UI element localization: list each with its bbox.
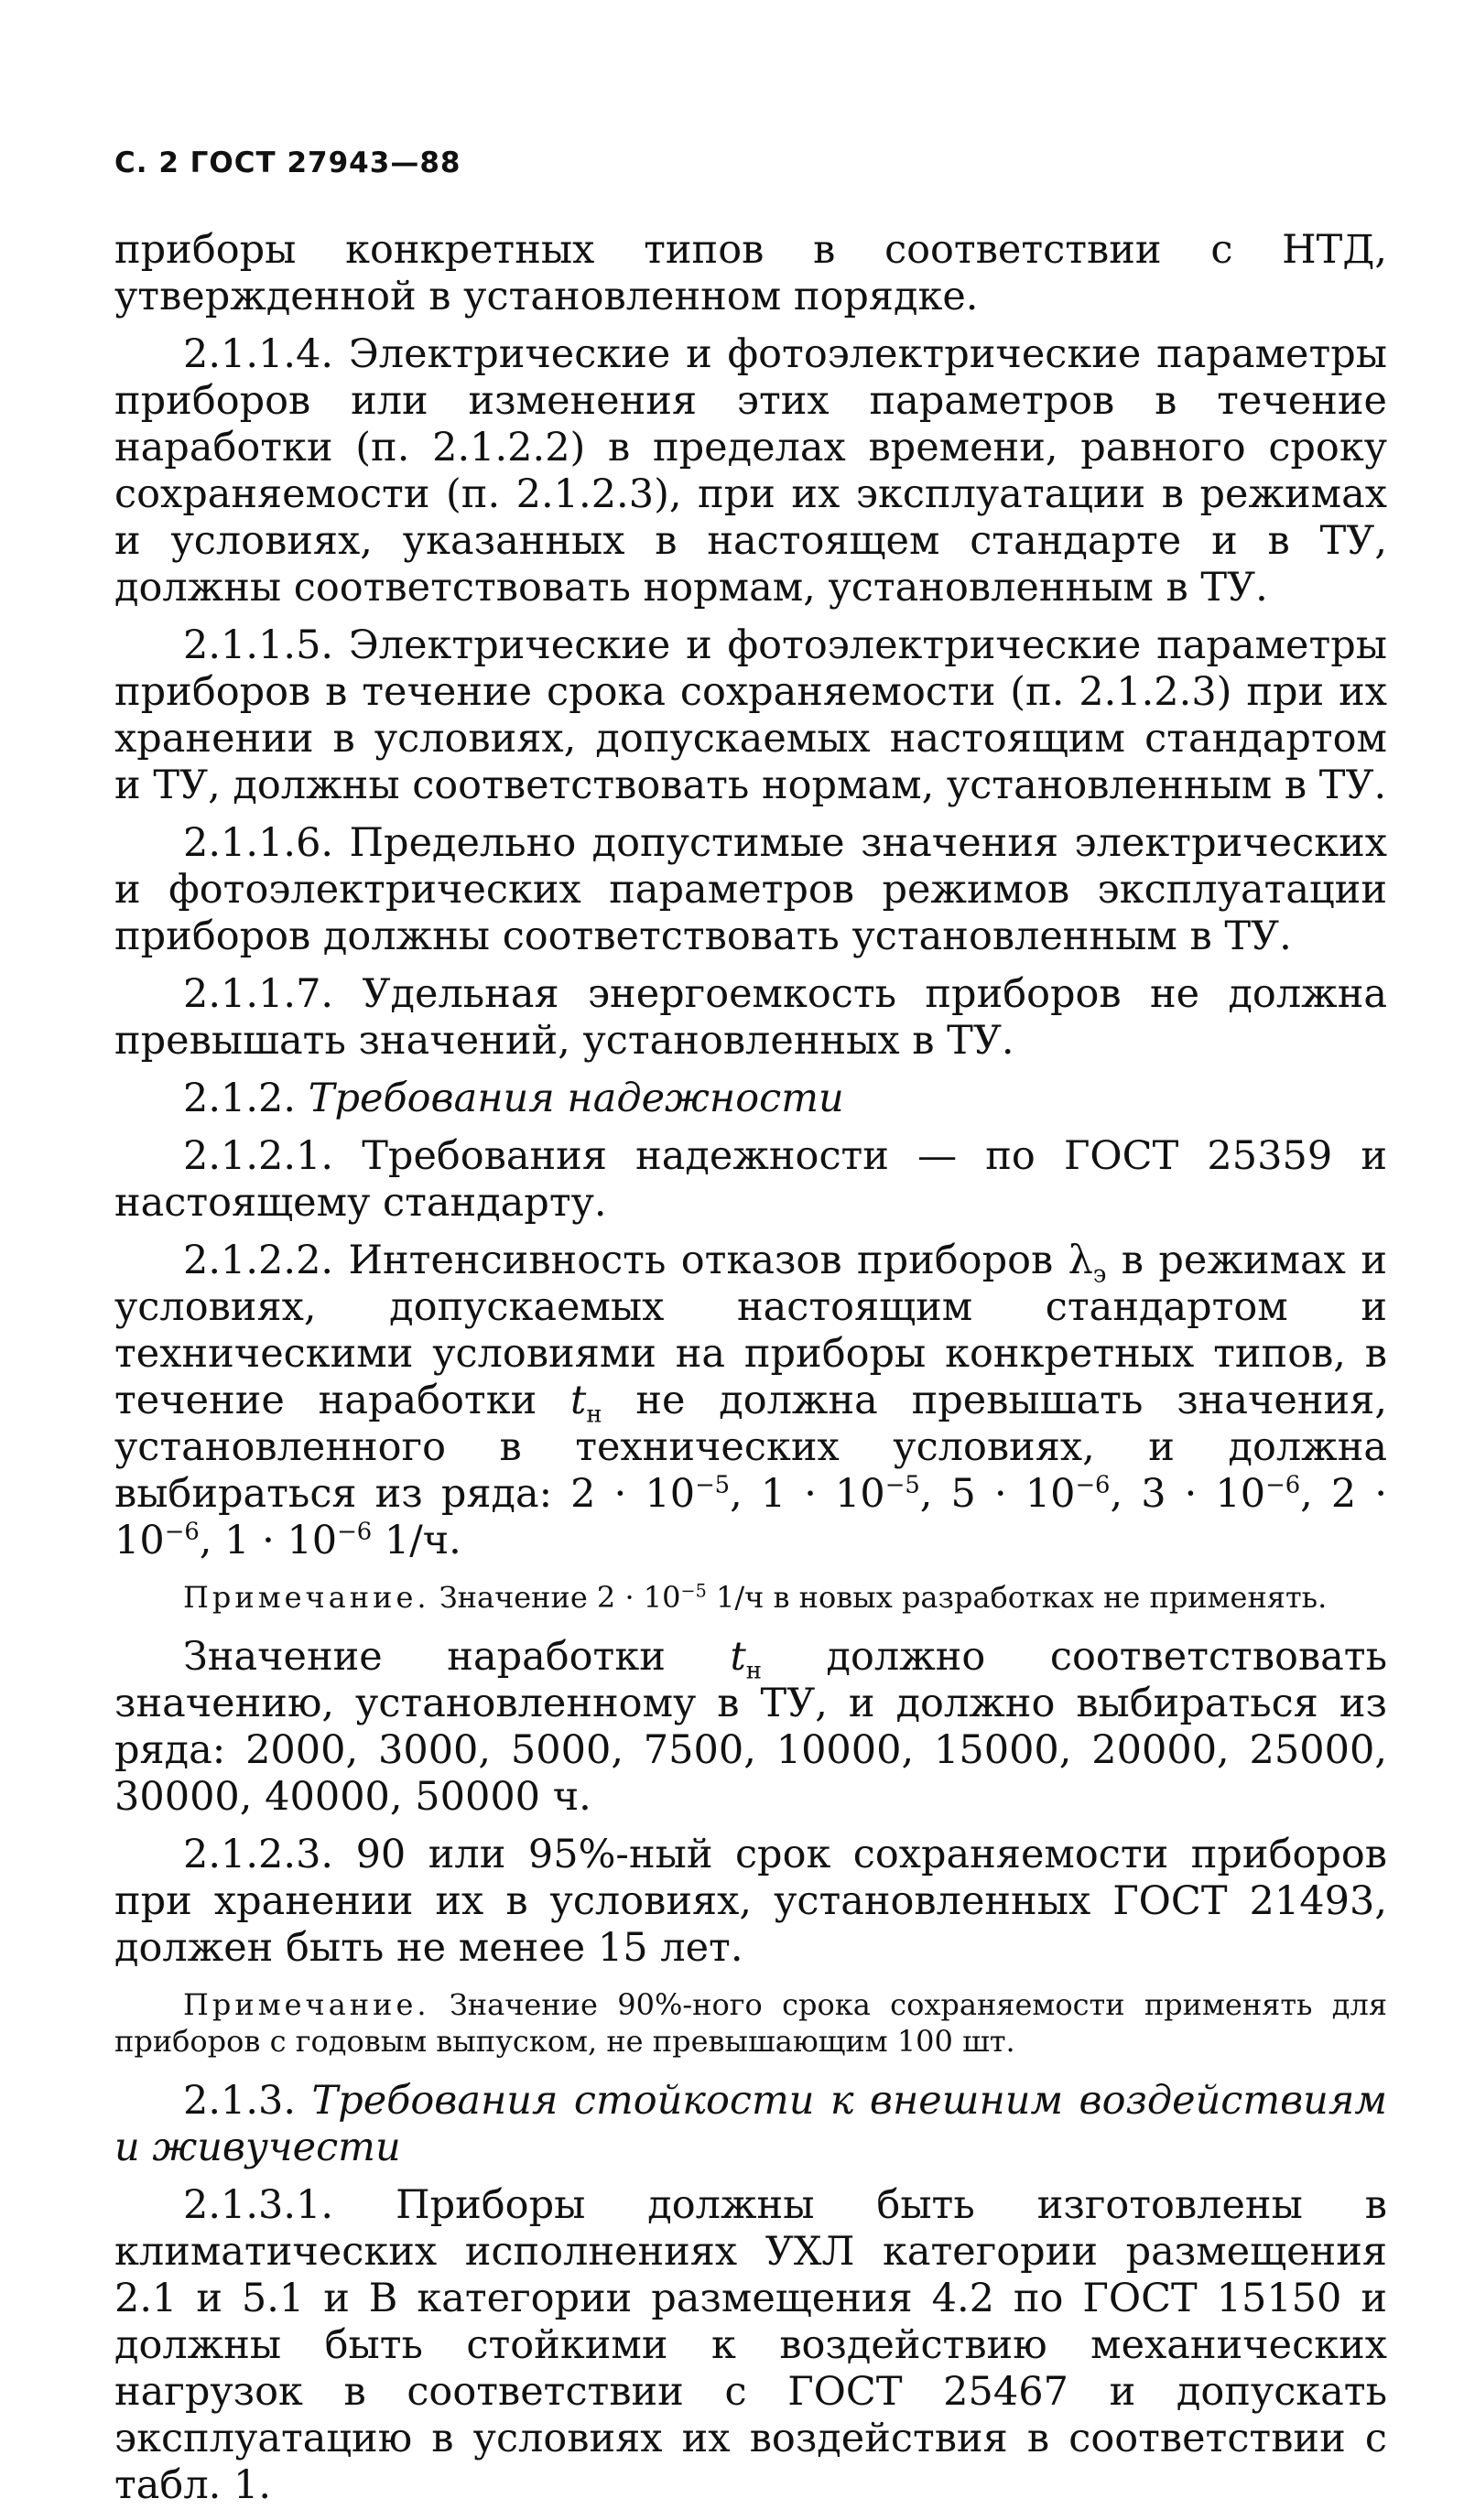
note-1 — [114, 1579, 1387, 1616]
section-heading-2-1-3 — [114, 2078, 1387, 2171]
paragraph-2-1-1-5: 2.1.1.5. Электрические и фотоэлектрические параметры приборов в течение срока сохраняемости (п. 2.1.2.3) при их хранении в условиях, допускаемых настоящим стандартом и ТУ, должны соответствовать нормам, установленным в ТУ. — [114, 622, 1387, 808]
symbol-t: t — [730, 1634, 746, 1680]
text-run: 1/ч. — [372, 1518, 461, 1563]
text-run: 2.1.2.2. Интенсивность отказов приборов λ — [183, 1238, 1093, 1283]
exponent: −6 — [164, 1518, 200, 1546]
subscript: н — [745, 1657, 762, 1685]
paragraph-2-1-1-6: 2.1.1.6. Предельно допустимые значения электрических и фотоэлектрических параметров режимов эксплуатации приборов должны соответствовать установленным в ТУ. — [114, 820, 1387, 959]
text-run: в режимах и условиях, допускаемых настоящим стандартом и техническими условиями на приборы конкретных типов, в течение наработки — [114, 1238, 1387, 1423]
exponent: −5 — [695, 1471, 731, 1499]
text-run: должно соответствовать значению, установленному в ТУ, и должно выбираться из ряда: 2000, 3000, 5000, 7500, 10000, 15000, 20000, 25000, 30000, 40000, 50000 ч. — [114, 1634, 1387, 1820]
section-number: 2.1.2. — [183, 1076, 297, 1121]
note-label: Примечание. — [183, 1987, 430, 2022]
text-run: 1/ч в новых разработках не применять. — [706, 1580, 1328, 1615]
section-heading-2-1-2 — [114, 1076, 1387, 1122]
text-run: , 2 · 10 — [114, 1471, 1388, 1563]
text-run: , 5 · 10 — [919, 1471, 1076, 1517]
paragraph-continuation: приборы конкретных типов в соответствии с НТД, утвержденной в установленном порядке. — [114, 227, 1387, 319]
text-run: , 1 · 10 — [199, 1518, 338, 1563]
paragraph-2-1-1-4: 2.1.1.4. Электрические и фотоэлектрические параметры приборов или изменения этих параметров в течение наработки (п. 2.1.2.2) в пределах времени, равного сроку сохраняемости (п. 2.1.2.3), при их эксплуатации в режимах и условиях, указанных в настоящем стандарте и в ТУ, должны соответствовать нормам, установленным в ТУ. — [114, 331, 1387, 611]
text-run: , 1 · 10 — [730, 1471, 885, 1517]
text-run: Значение 90%-ного срока сохраняемости применять для приборов с годовым выпуском, не превышающим 100 шт. — [114, 1987, 1387, 2059]
text-run: Значение 2 · 10 — [429, 1580, 681, 1615]
paragraph-2-1-2-2 — [114, 1238, 1387, 1564]
subscript: н — [586, 1401, 602, 1429]
text-run: , 3 · 10 — [1110, 1471, 1266, 1517]
paragraph-2-1-2-1: 2.1.2.1. Требования надежности — по ГОСТ 25359 и настоящему стандарту. — [114, 1133, 1387, 1226]
note-label: Примечание. — [183, 1580, 430, 1615]
note-2 — [114, 1986, 1387, 2060]
paragraph-2-1-2-3: 2.1.2.3. 90 или 95%-ный срок сохраняемости приборов при хранении их в условиях, установленных ГОСТ 21493, должен быть не менее 15 лет. — [114, 1832, 1387, 1971]
exponent: −6 — [1265, 1471, 1301, 1499]
exponent: −5 — [884, 1471, 920, 1499]
document-body — [114, 227, 1387, 2520]
exponent: −6 — [1075, 1471, 1111, 1499]
paragraph-2-1-1-7: 2.1.1.7. Удельная энергоемкость приборов не должна превышать значений, установленных в ТУ. — [114, 971, 1387, 1064]
symbol-t: t — [570, 1378, 587, 1423]
exponent: −5 — [680, 1580, 707, 1602]
paragraph-2-1-3-1: 2.1.3.1. Приборы должны быть изготовлены в климатических исполнениях УХЛ категории размещения 2.1 и 5.1 и В категории размещения 4.2 по ГОСТ 15150 и должны быть стойкими к воздействию механических нагрузок в соответствии с ГОСТ 25467 и допускать эксплуатацию в условиях их воздействия в соответствии с табл. 1. — [114, 2182, 1387, 2508]
exponent: −6 — [337, 1518, 373, 1546]
text-run: не должна превышать значения, установленного в технических условиях, и должна выбираться из ряда: 2 · 10 — [114, 1378, 1387, 1517]
subscript: э — [1092, 1260, 1107, 1289]
page-header: С. 2 ГОСТ 27943—88 — [114, 146, 461, 179]
text-run: Значение наработки — [183, 1634, 731, 1680]
section-title: Требования стойкости к внешним воздействиям и живучести — [114, 2078, 1387, 2170]
section-title: Требования надежности — [308, 1076, 844, 1121]
section-number: 2.1.3. — [183, 2078, 297, 2124]
paragraph-operating-time — [114, 1634, 1387, 1821]
